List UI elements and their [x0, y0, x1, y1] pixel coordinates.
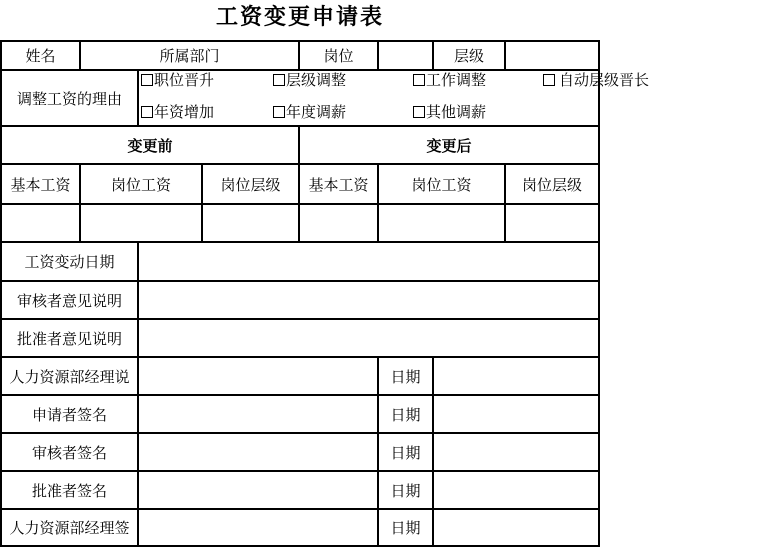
checkbox-promotion[interactable]: 职位晋升 — [141, 72, 214, 88]
level-field[interactable] — [506, 42, 598, 69]
checkbox-annual-raise[interactable]: 年度调薪 — [273, 104, 346, 120]
form-title: 工资变更申请表 — [215, 5, 384, 30]
reason-label: 调整工资的理由 — [16, 89, 122, 108]
approver-sign-field[interactable] — [139, 472, 377, 508]
approver-opinion-label: 批准者意见说明 — [16, 329, 122, 348]
before-position-level-header: 岗位层级 — [220, 175, 281, 194]
applicant-sign-label: 申请者签名 — [31, 405, 107, 424]
hr-manager-comment-label: 人力资源部经理说 — [9, 367, 130, 386]
date-label: 日期 — [390, 405, 421, 424]
before-base-salary-field[interactable] — [2, 205, 79, 241]
approver-sign-label: 批准者签名 — [31, 481, 107, 500]
checkbox-level-adjust[interactable]: 层级调整 — [273, 72, 346, 88]
date-field[interactable] — [434, 396, 598, 432]
reviewer-sign-label: 审核者签名 — [31, 443, 107, 462]
date-field[interactable] — [434, 358, 598, 394]
position-field[interactable] — [379, 42, 432, 69]
before-position-level-field[interactable] — [203, 205, 298, 241]
dept-label: 所属部门 — [159, 47, 220, 65]
after-base-salary-field[interactable] — [300, 205, 377, 241]
checkbox-other-raise[interactable]: 其他调薪 — [413, 104, 486, 120]
checkbox-job-adjust[interactable]: 工作调整 — [413, 72, 486, 88]
after-base-salary-header: 基本工资 — [308, 175, 369, 194]
after-position-level-header: 岗位层级 — [521, 175, 582, 194]
checkbox-auto-level[interactable]: 自动层级晋长 — [543, 72, 598, 88]
reviewer-opinion-label: 审核者意见说明 — [16, 291, 122, 310]
date-label: 日期 — [390, 481, 421, 500]
approver-opinion-field[interactable] — [139, 320, 598, 356]
hr-manager-sign-label: 人力资源部经理签 — [9, 519, 130, 537]
change-date-field[interactable] — [139, 243, 598, 280]
date-label: 日期 — [390, 519, 421, 537]
name-label: 姓名 — [25, 47, 56, 65]
reviewer-sign-field[interactable] — [139, 434, 377, 470]
before-base-salary-header: 基本工资 — [10, 175, 71, 194]
after-header: 变更后 — [426, 136, 472, 155]
level-label: 层级 — [453, 47, 484, 65]
before-header: 变更前 — [127, 136, 173, 155]
before-position-salary-field[interactable] — [81, 205, 201, 241]
date-label: 日期 — [390, 443, 421, 462]
hr-manager-sign-field[interactable] — [139, 510, 377, 545]
date-field[interactable] — [434, 434, 598, 470]
after-position-salary-header: 岗位工资 — [411, 175, 472, 194]
after-position-level-field[interactable] — [506, 205, 598, 241]
date-label: 日期 — [390, 367, 421, 386]
checkbox-seniority[interactable]: 年资增加 — [141, 104, 214, 120]
change-date-label: 工资变动日期 — [24, 253, 115, 271]
after-position-salary-field[interactable] — [379, 205, 504, 241]
before-position-salary-header: 岗位工资 — [110, 175, 171, 194]
reviewer-opinion-field[interactable] — [139, 282, 598, 318]
applicant-sign-field[interactable] — [139, 396, 377, 432]
date-field[interactable] — [434, 472, 598, 508]
position-label: 岗位 — [323, 47, 354, 65]
hr-manager-comment-field[interactable] — [139, 358, 377, 394]
date-field[interactable] — [434, 510, 598, 545]
